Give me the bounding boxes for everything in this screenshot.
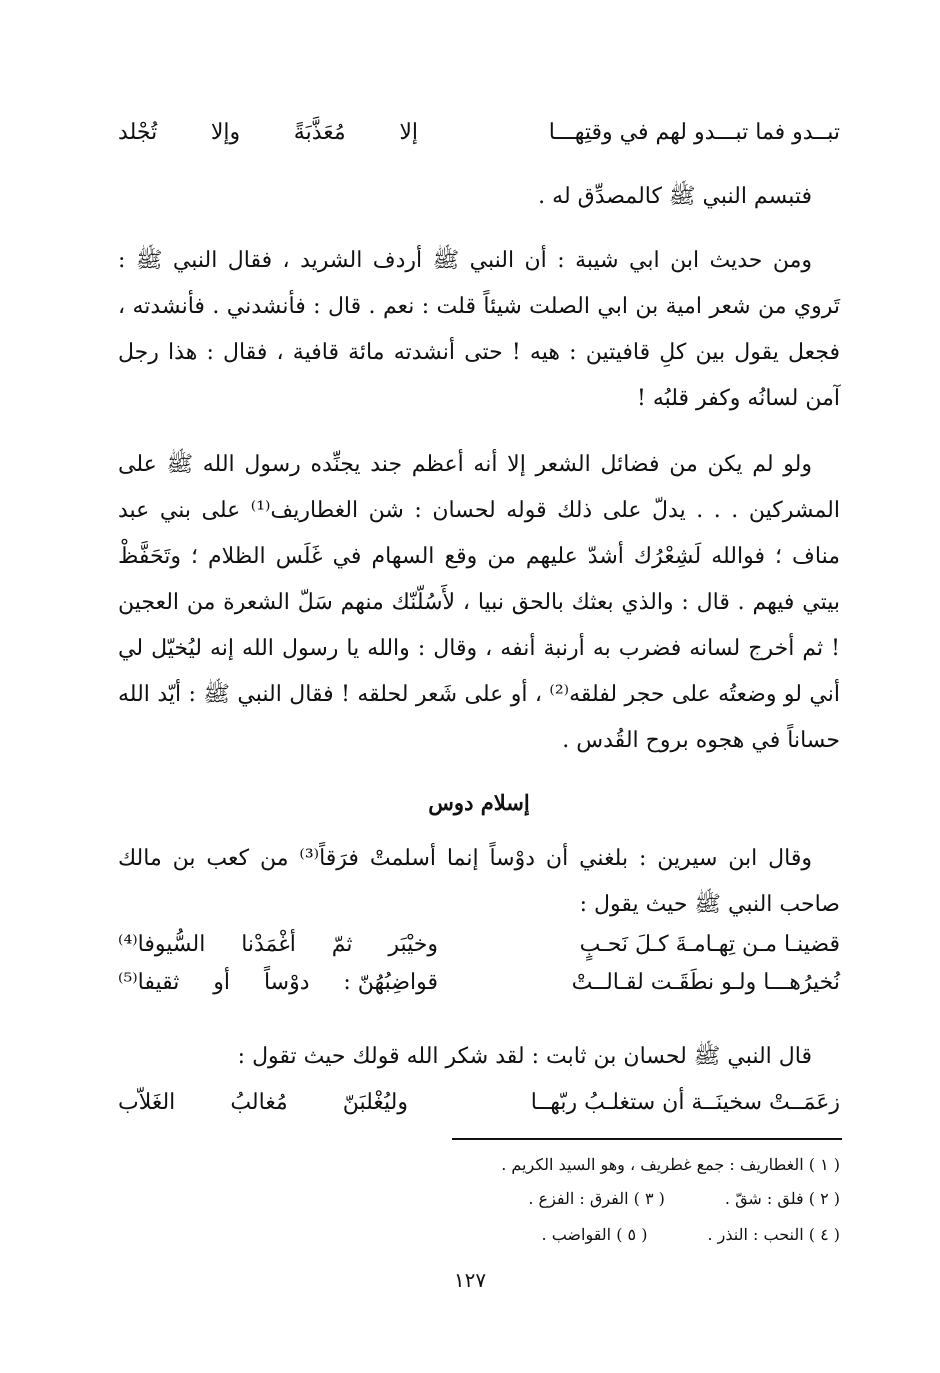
paragraph-1-text: ومن حديث ابن ابي شيبة : أن النبي ﷺ أردف الشريد ، فقال النبي ﷺ : تَروي من شعر امية بن ابي الصلت شيئاً قلت : نعم . قال : فأنشدني . فأنشدته ، فجعل يقول بين كلِ قافيتين : هيه ! حتى أنشدته مائة قافية ، فقال : هذا رجل آمن لسانُه وكفر قلبُه ! xyxy=(118,248,840,411)
paragraph-3 xyxy=(118,836,840,928)
footnote-line xyxy=(528,1188,840,1210)
verse-word: وخيْبَر xyxy=(388,932,438,957)
text-line xyxy=(118,182,840,212)
verse-second-hemistich xyxy=(118,118,418,148)
page-number: ١٢٧ xyxy=(453,1268,487,1292)
verse-word: مُغالبُ xyxy=(230,1090,288,1115)
verse-word: وإلا xyxy=(210,120,241,145)
paragraph-2-text: ولو لم يكن من فضائل الشعر إلا أنه أعظم جند يجنِّده رسول الله ﷺ على المشركين . . . يدلّ على ذلك قوله لحسان : شن الغطاريف⁽¹⁾ على بني عبد مناف ؛ فوالله لَشِعْرُك أشدّ عليهم من وقع السهام في غَلَس الظلام ؛ وتَحَفَّظْ بيتي فيهم . قال : والذي بعثك بالحق نبيا ، لأَسُلّنّك منهم سَلّ الشعرة من العجين ! ثم أخرج لسانه فضرب به أرنبة أنفه ، وقال : والله يا رسول الله إنه ليُخيّل لي أني لو وضعتُه على حجر لفلقه⁽²⁾ ، أو على شَعر لحلقه ! فقال النبي ﷺ : أيّد الله حساناً في هجوه بروح القُدس . xyxy=(118,452,840,753)
footnote: ( ١ ) الغطاريف : جمع غطريف ، وهو السيد الكريم . xyxy=(501,1155,840,1174)
verse-first-hemistich: قضينـا مـن تِهـامـةَ كـلَ نَحـبٍ xyxy=(579,932,840,957)
paragraph-1 xyxy=(118,238,840,422)
verse-second-hemistich xyxy=(118,1088,408,1118)
footnote-line xyxy=(542,1224,840,1246)
footnote: ( ٤ ) النحب : النذر . xyxy=(707,1225,840,1244)
verse-word: قواضِبُهُنّ : xyxy=(343,970,438,995)
verse-second-hemistich xyxy=(118,968,438,998)
footnote-divider xyxy=(452,1138,842,1140)
verse-word: دوْساً xyxy=(263,970,310,995)
section-heading: إسلام دوس xyxy=(428,790,530,815)
footnote: ( ٥ ) القواضب . xyxy=(541,1225,648,1244)
footnote-line xyxy=(501,1154,840,1176)
verse-word: ثقيفا⁽⁵⁾ xyxy=(118,970,180,995)
verse-line xyxy=(118,968,840,998)
verse-word: السُّيوفا⁽⁴⁾ xyxy=(118,932,206,957)
verse-word: إلا xyxy=(399,120,418,145)
paragraph-3-text: وقال ابن سيرين : بلغني أن دوْساً إنما أسلمتْ فرَقاً⁽³⁾ من كعب بن مالك صاحب النبي ﷺ حيث يقول : xyxy=(118,846,840,917)
verse-word: الغَلاّب xyxy=(118,1090,176,1115)
verse-word: أغْمَدْنا xyxy=(241,932,296,957)
footnote: ( ٣ ) الفرق : الفزع . xyxy=(528,1189,665,1208)
verse-line xyxy=(118,930,840,960)
verse-line xyxy=(118,118,840,148)
verse-word: وليُغْلبَنّ xyxy=(342,1090,408,1115)
verse-word: ثمّ xyxy=(331,932,353,957)
verse-word: تُجْلد xyxy=(118,120,158,145)
verse-word: أو xyxy=(213,970,231,995)
prophet-smile-line: فتبسم النبي ﷺ كالمصدِّق له . xyxy=(538,184,812,209)
verse-line xyxy=(118,1088,840,1118)
paragraph-2 xyxy=(118,442,840,764)
paragraph-4-text: قال النبي ﷺ لحسان بن ثابت : لقد شكر الله قولك حيث تقول : xyxy=(237,1044,812,1069)
verse-first-hemistich: زعَمَــتْ سخينَــة أن ستغلـبُ ربّهــا xyxy=(530,1090,840,1115)
footnote: ( ٢ ) فلق : شقّ . xyxy=(724,1189,840,1208)
verse-first-hemistich: نُخيرُهـــا ولـو نطَقَـت لقـالــتْ xyxy=(571,970,840,995)
verse-second-hemistich xyxy=(118,930,438,960)
text-line xyxy=(118,1042,840,1072)
verse-first-hemistich: تبــدو فما تبـــدو لهم في وقتِهـــا xyxy=(548,120,840,145)
verse-word: مُعَذَّبَةً xyxy=(293,120,346,145)
